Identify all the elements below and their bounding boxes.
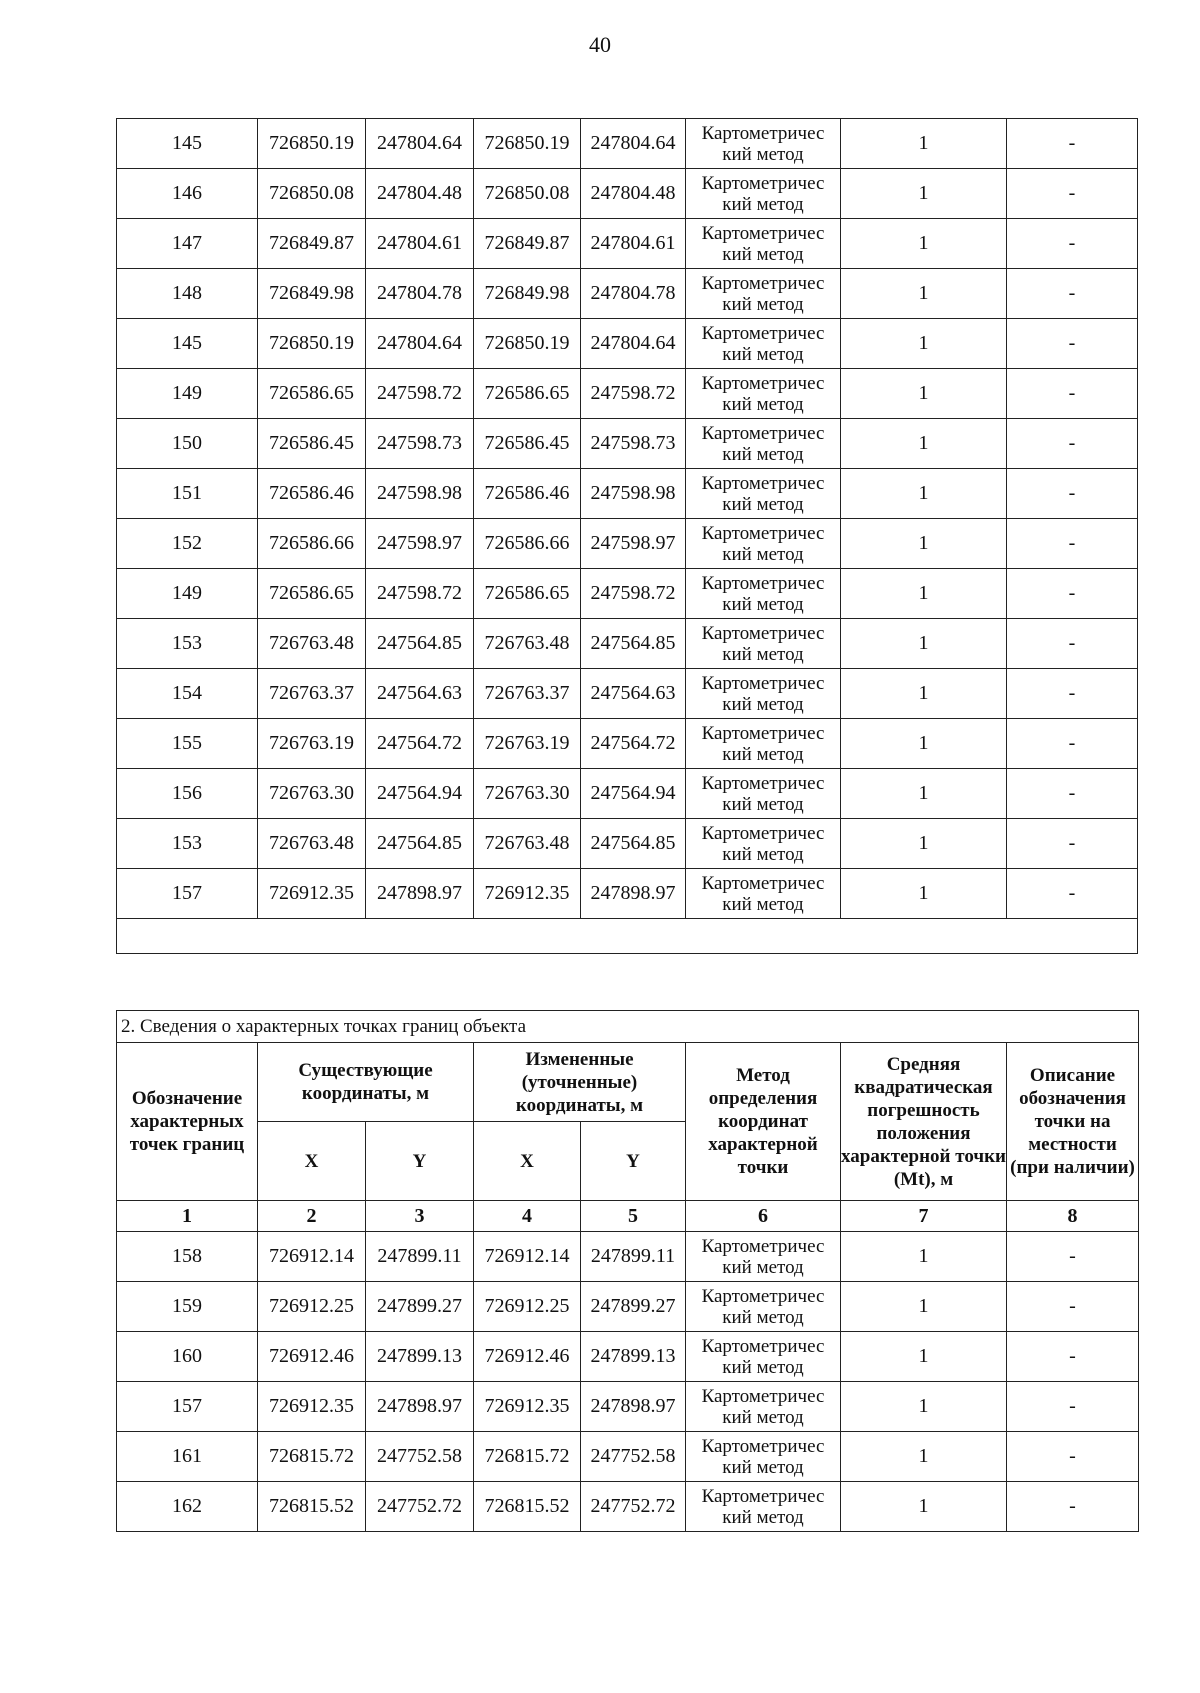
mean-square-error: 1 [841, 569, 1007, 619]
point-description: - [1007, 419, 1138, 469]
point-description: - [1007, 319, 1138, 369]
table-row [117, 769, 1138, 819]
existing-x: 726850.19 [258, 119, 366, 169]
changed-y: 247804.61 [581, 219, 686, 269]
changed-y: 247564.85 [581, 819, 686, 869]
point-number: 153 [117, 619, 258, 669]
mean-square-error: 1 [841, 169, 1007, 219]
existing-x: 726912.14 [258, 1232, 366, 1282]
existing-x: 726763.30 [258, 769, 366, 819]
table-row [117, 1282, 1139, 1332]
changed-x: 726586.65 [474, 569, 581, 619]
existing-x: 726912.35 [258, 869, 366, 919]
existing-x: 726849.87 [258, 219, 366, 269]
header-changed-x: X [474, 1122, 581, 1201]
point-number: 157 [117, 869, 258, 919]
existing-x: 726763.37 [258, 669, 366, 719]
existing-y: 247804.78 [366, 269, 474, 319]
table-row [117, 169, 1138, 219]
changed-x: 726912.35 [474, 1382, 581, 1432]
point-number: 160 [117, 1332, 258, 1382]
mean-square-error: 1 [841, 1232, 1007, 1282]
point-description: - [1007, 219, 1138, 269]
header-method: Метод определения координат характерной точки [686, 1043, 841, 1201]
existing-x: 726586.45 [258, 419, 366, 469]
point-description: - [1007, 769, 1138, 819]
point-description: - [1007, 469, 1138, 519]
changed-x: 726912.46 [474, 1332, 581, 1382]
changed-y: 247564.63 [581, 669, 686, 719]
blank-row [117, 919, 1138, 954]
table-row [117, 1482, 1139, 1532]
existing-y: 247899.27 [366, 1282, 474, 1332]
changed-y: 247804.64 [581, 119, 686, 169]
point-description: - [1007, 619, 1138, 669]
method: Картометричес кий метод [686, 769, 841, 819]
existing-y: 247804.64 [366, 319, 474, 369]
point-number: 154 [117, 669, 258, 719]
changed-x: 726850.19 [474, 119, 581, 169]
point-description: - [1007, 1232, 1139, 1282]
column-number: 2 [258, 1201, 366, 1232]
section-title: 2. Сведения о характерных точках границ объекта [117, 1011, 1139, 1043]
changed-y: 247804.48 [581, 169, 686, 219]
table-row [117, 569, 1138, 619]
existing-y: 247564.85 [366, 819, 474, 869]
mean-square-error: 1 [841, 319, 1007, 369]
method: Картометричес кий метод [686, 719, 841, 769]
method: Картометричес кий метод [686, 469, 841, 519]
changed-y: 247899.11 [581, 1232, 686, 1282]
point-number: 150 [117, 419, 258, 469]
mean-square-error: 1 [841, 769, 1007, 819]
existing-y: 247564.85 [366, 619, 474, 669]
changed-y: 247564.94 [581, 769, 686, 819]
column-number: 5 [581, 1201, 686, 1232]
existing-y: 247598.73 [366, 419, 474, 469]
changed-y: 247598.73 [581, 419, 686, 469]
changed-x: 726586.66 [474, 519, 581, 569]
table-row [117, 519, 1138, 569]
point-description: - [1007, 569, 1138, 619]
point-description: - [1007, 519, 1138, 569]
mean-square-error: 1 [841, 519, 1007, 569]
mean-square-error: 1 [841, 719, 1007, 769]
changed-x: 726763.37 [474, 669, 581, 719]
changed-y: 247598.72 [581, 569, 686, 619]
changed-y: 247564.72 [581, 719, 686, 769]
existing-y: 247804.48 [366, 169, 474, 219]
changed-x: 726763.30 [474, 769, 581, 819]
table-row [117, 719, 1138, 769]
point-description: - [1007, 1432, 1139, 1482]
header-point-description: Описание обозначения точки на местности (при наличии) [1007, 1043, 1139, 1201]
existing-y: 247752.58 [366, 1432, 474, 1482]
existing-y: 247898.97 [366, 869, 474, 919]
existing-x: 726850.19 [258, 319, 366, 369]
table-row [117, 619, 1138, 669]
point-number: 145 [117, 119, 258, 169]
table-row [117, 219, 1138, 269]
existing-y: 247899.11 [366, 1232, 474, 1282]
page-number: 40 [589, 32, 611, 57]
existing-y: 247804.64 [366, 119, 474, 169]
point-number: 159 [117, 1282, 258, 1332]
changed-y: 247752.58 [581, 1432, 686, 1482]
changed-y: 247598.98 [581, 469, 686, 519]
existing-y: 247598.72 [366, 569, 474, 619]
changed-y: 247899.27 [581, 1282, 686, 1332]
point-number: 149 [117, 369, 258, 419]
changed-y: 247598.97 [581, 519, 686, 569]
table-row [117, 1232, 1139, 1282]
mean-square-error: 1 [841, 1332, 1007, 1382]
mean-square-error: 1 [841, 469, 1007, 519]
changed-x: 726912.14 [474, 1232, 581, 1282]
point-number: 151 [117, 469, 258, 519]
column-number: 8 [1007, 1201, 1139, 1232]
point-description: - [1007, 819, 1138, 869]
mean-square-error: 1 [841, 269, 1007, 319]
column-number: 4 [474, 1201, 581, 1232]
method: Картометричес кий метод [686, 519, 841, 569]
point-number: 157 [117, 1382, 258, 1432]
changed-y: 247752.72 [581, 1482, 686, 1532]
method: Картометричес кий метод [686, 319, 841, 369]
method: Картометричес кий метод [686, 569, 841, 619]
mean-square-error: 1 [841, 819, 1007, 869]
existing-x: 726815.52 [258, 1482, 366, 1532]
mean-square-error: 1 [841, 419, 1007, 469]
existing-x: 726912.35 [258, 1382, 366, 1432]
mean-square-error: 1 [841, 1432, 1007, 1482]
mean-square-error: 1 [841, 1482, 1007, 1532]
table-row [117, 1382, 1139, 1432]
changed-x: 726763.48 [474, 819, 581, 869]
method: Картометричес кий метод [686, 119, 841, 169]
point-number: 158 [117, 1232, 258, 1282]
changed-y: 247898.97 [581, 1382, 686, 1432]
existing-y: 247598.98 [366, 469, 474, 519]
existing-y: 247598.97 [366, 519, 474, 569]
table-row [117, 1332, 1139, 1382]
method: Картометричес кий метод [686, 869, 841, 919]
changed-x: 726763.48 [474, 619, 581, 669]
point-description: - [1007, 669, 1138, 719]
table-row [117, 369, 1138, 419]
point-number: 146 [117, 169, 258, 219]
existing-y: 247898.97 [366, 1382, 474, 1432]
existing-x: 726586.65 [258, 369, 366, 419]
point-description: - [1007, 119, 1138, 169]
table-row [117, 669, 1138, 719]
header-existing-x: X [258, 1122, 366, 1201]
column-number: 1 [117, 1201, 258, 1232]
method: Картометричес кий метод [686, 219, 841, 269]
header-mean-square-error: Средняя квадратическая погрешность положения характерной точки (Mt), м [841, 1043, 1007, 1201]
point-number: 149 [117, 569, 258, 619]
point-number: 147 [117, 219, 258, 269]
existing-x: 726912.46 [258, 1332, 366, 1382]
header-changed-y: Y [581, 1122, 686, 1201]
method: Картометричес кий метод [686, 269, 841, 319]
header-designation: Обозначение характерных точек границ [117, 1043, 258, 1201]
existing-x: 726763.48 [258, 819, 366, 869]
column-number: 6 [686, 1201, 841, 1232]
changed-y: 247598.72 [581, 369, 686, 419]
changed-x: 726586.65 [474, 369, 581, 419]
point-description: - [1007, 1482, 1139, 1532]
point-description: - [1007, 719, 1138, 769]
changed-x: 726815.72 [474, 1432, 581, 1482]
point-number: 161 [117, 1432, 258, 1482]
boundary-points-table [116, 1010, 1139, 1532]
header-changed-coordinates: Измененные (уточненные) координаты, м [474, 1043, 686, 1122]
existing-x: 726763.48 [258, 619, 366, 669]
point-number: 145 [117, 319, 258, 369]
method: Картометричес кий метод [686, 419, 841, 469]
header-existing-y: Y [366, 1122, 474, 1201]
table-row [117, 319, 1138, 369]
point-description: - [1007, 1282, 1139, 1332]
changed-y: 247899.13 [581, 1332, 686, 1382]
method: Картометричес кий метод [686, 819, 841, 869]
existing-y: 247564.94 [366, 769, 474, 819]
changed-y: 247804.64 [581, 319, 686, 369]
method: Картометричес кий метод [686, 1232, 841, 1282]
changed-x: 726586.45 [474, 419, 581, 469]
point-description: - [1007, 169, 1138, 219]
changed-y: 247804.78 [581, 269, 686, 319]
changed-y: 247564.85 [581, 619, 686, 669]
existing-x: 726815.72 [258, 1432, 366, 1482]
mean-square-error: 1 [841, 869, 1007, 919]
point-number: 156 [117, 769, 258, 819]
existing-y: 247899.13 [366, 1332, 474, 1382]
changed-x: 726912.25 [474, 1282, 581, 1332]
method: Картометричес кий метод [686, 1382, 841, 1432]
existing-x: 726586.46 [258, 469, 366, 519]
mean-square-error: 1 [841, 669, 1007, 719]
point-description: - [1007, 869, 1138, 919]
column-number: 7 [841, 1201, 1007, 1232]
table-row [117, 1432, 1139, 1482]
changed-x: 726850.19 [474, 319, 581, 369]
method: Картометричес кий метод [686, 619, 841, 669]
method: Картометричес кий метод [686, 1432, 841, 1482]
point-number: 153 [117, 819, 258, 869]
changed-x: 726763.19 [474, 719, 581, 769]
existing-y: 247564.72 [366, 719, 474, 769]
existing-x: 726586.66 [258, 519, 366, 569]
changed-y: 247898.97 [581, 869, 686, 919]
mean-square-error: 1 [841, 119, 1007, 169]
point-number: 162 [117, 1482, 258, 1532]
changed-x: 726850.08 [474, 169, 581, 219]
mean-square-error: 1 [841, 1282, 1007, 1332]
existing-y: 247564.63 [366, 669, 474, 719]
point-description: - [1007, 369, 1138, 419]
coordinates-table-continued [116, 118, 1138, 954]
existing-x: 726763.19 [258, 719, 366, 769]
changed-x: 726586.46 [474, 469, 581, 519]
mean-square-error: 1 [841, 1382, 1007, 1432]
existing-x: 726586.65 [258, 569, 366, 619]
changed-x: 726912.35 [474, 869, 581, 919]
point-description: - [1007, 1382, 1139, 1432]
existing-x: 726912.25 [258, 1282, 366, 1332]
method: Картометричес кий метод [686, 1282, 841, 1332]
changed-x: 726815.52 [474, 1482, 581, 1532]
point-number: 155 [117, 719, 258, 769]
mean-square-error: 1 [841, 219, 1007, 269]
existing-y: 247752.72 [366, 1482, 474, 1532]
mean-square-error: 1 [841, 369, 1007, 419]
method: Картометричес кий метод [686, 169, 841, 219]
method: Картометричес кий метод [686, 1332, 841, 1382]
point-description: - [1007, 269, 1138, 319]
existing-x: 726850.08 [258, 169, 366, 219]
table-row [117, 119, 1138, 169]
method: Картометричес кий метод [686, 669, 841, 719]
table-row [117, 419, 1138, 469]
point-number: 152 [117, 519, 258, 569]
table-row [117, 469, 1138, 519]
changed-x: 726849.87 [474, 219, 581, 269]
column-number-row [117, 1201, 1139, 1232]
existing-x: 726849.98 [258, 269, 366, 319]
table-row [117, 819, 1138, 869]
method: Картометричес кий метод [686, 1482, 841, 1532]
changed-x: 726849.98 [474, 269, 581, 319]
column-number: 3 [366, 1201, 474, 1232]
table-row [117, 869, 1138, 919]
existing-y: 247598.72 [366, 369, 474, 419]
table-row [117, 269, 1138, 319]
point-description: - [1007, 1332, 1139, 1382]
method: Картометричес кий метод [686, 369, 841, 419]
header-existing-coordinates: Существующие координаты, м [258, 1043, 474, 1122]
point-number: 148 [117, 269, 258, 319]
existing-y: 247804.61 [366, 219, 474, 269]
mean-square-error: 1 [841, 619, 1007, 669]
